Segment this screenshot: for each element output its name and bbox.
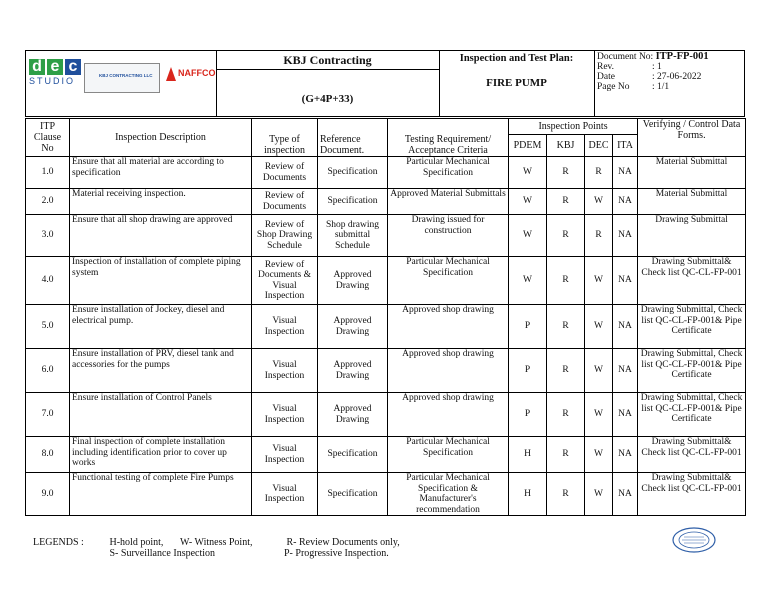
- dec-letter-d: d: [29, 59, 45, 75]
- dec-studio-text: STUDIO: [29, 76, 76, 86]
- description-cell: Ensure installation of Jockey, diesel and electrical pump.: [70, 305, 252, 349]
- dec-cell: W: [585, 437, 613, 473]
- col-inspection-points: Inspection Points: [509, 119, 638, 135]
- legend-hold: H-hold point,: [109, 537, 164, 548]
- reference-cell: Approved Drawing: [318, 349, 388, 393]
- table-row: [26, 437, 746, 473]
- pdem-cell: P: [509, 349, 547, 393]
- kbj-cell: R: [547, 305, 585, 349]
- ita-cell: NA: [613, 393, 638, 437]
- doc-no-label: Document No:: [597, 52, 654, 62]
- type-cell: Visual Inspection: [252, 305, 318, 349]
- document-header: [25, 50, 745, 117]
- pdem-cell: W: [509, 189, 547, 215]
- table-row: [26, 157, 746, 189]
- rev-label: Rev.: [597, 62, 615, 72]
- reference-cell: Approved Drawing: [318, 305, 388, 349]
- type-cell: Visual Inspection: [252, 473, 318, 516]
- kbj-cell: R: [547, 215, 585, 257]
- kbj-cell: R: [547, 189, 585, 215]
- description-cell: Inspection of installation of complete piping system: [70, 257, 252, 305]
- verifying-cell: Material Submittal: [638, 157, 746, 189]
- itp-table-body: [26, 157, 746, 516]
- itp-clause-cell: 5.0: [26, 305, 70, 349]
- table-row: [26, 189, 746, 215]
- kbj-logo-text: KBJ CONTRACTING LLC: [99, 73, 153, 78]
- itp-table: [25, 118, 746, 516]
- table-row: [26, 257, 746, 305]
- description-cell: Ensure installation of PRV, diesel tank and accessories for the pumps: [70, 349, 252, 393]
- col-pdem: PDEM: [509, 135, 547, 157]
- doc-no-value: ITP-FP-001: [655, 51, 709, 62]
- kbj-cell: R: [547, 473, 585, 516]
- description-cell: Material receiving inspection.: [70, 189, 252, 215]
- verifying-cell: Drawing Submittal& Check list QC-CL-FP-001: [638, 437, 746, 473]
- reference-cell: Specification: [318, 473, 388, 516]
- reference-cell: Specification: [318, 437, 388, 473]
- col-type: Type of inspection: [252, 119, 318, 157]
- dec-cell: W: [585, 349, 613, 393]
- testing-cell: Drawing issued for construction: [388, 215, 509, 257]
- legend: [33, 537, 400, 559]
- ita-cell: NA: [613, 473, 638, 516]
- type-cell: Visual Inspection: [252, 437, 318, 473]
- kbj-cell: R: [547, 349, 585, 393]
- doc-info: [597, 52, 745, 92]
- pdem-cell: P: [509, 305, 547, 349]
- ita-cell: NA: [613, 189, 638, 215]
- verifying-cell: Drawing Submittal& Check list QC-CL-FP-001: [638, 473, 746, 516]
- verifying-cell: Drawing Submittal: [638, 215, 746, 257]
- kbj-cell: R: [547, 157, 585, 189]
- col-dec: DEC: [585, 135, 613, 157]
- dec-cell: R: [585, 157, 613, 189]
- kbj-cell: R: [547, 257, 585, 305]
- pdem-cell: H: [509, 437, 547, 473]
- dec-studio-logo: [29, 59, 81, 99]
- testing-cell: Approved shop drawing: [388, 349, 509, 393]
- itp-clause-cell: 6.0: [26, 349, 70, 393]
- testing-cell: Approved shop drawing: [388, 305, 509, 349]
- col-ita: ITA: [613, 135, 638, 157]
- rev-value: : 1: [652, 62, 662, 72]
- itp-clause-cell: 1.0: [26, 157, 70, 189]
- company-name: KBJ Contracting: [283, 53, 372, 67]
- col-reference: Reference Document.: [318, 119, 388, 157]
- pdem-cell: W: [509, 257, 547, 305]
- table-row: [26, 215, 746, 257]
- col-itp-clause: ITP Clause No: [26, 119, 70, 157]
- verifying-cell: Drawing Submittal, Check list QC-CL-FP-001& Pipe Certificate: [638, 349, 746, 393]
- reference-cell: Shop drawing submittal Schedule: [318, 215, 388, 257]
- testing-cell: Particular Mechanical Specification: [388, 257, 509, 305]
- ita-cell: NA: [613, 157, 638, 189]
- dec-letter-e: e: [47, 59, 63, 75]
- ita-cell: NA: [613, 437, 638, 473]
- page-label: Page No: [597, 82, 630, 92]
- legend-surveillance: S- Surveillance Inspection: [109, 548, 216, 559]
- type-cell: Review of Documents & Visual Inspection: [252, 257, 318, 305]
- itp-clause-cell: 7.0: [26, 393, 70, 437]
- col-testing: Testing Requirement/ Acceptance Criteria: [388, 119, 509, 157]
- description-cell: Functional testing of complete Fire Pumps: [70, 473, 252, 516]
- verifying-cell: Material Submittal: [638, 189, 746, 215]
- approval-seal-icon: [672, 527, 716, 553]
- verifying-cell: Drawing Submittal, Check list QC-CL-FP-001& Pipe Certificate: [638, 305, 746, 349]
- table-row: [26, 349, 746, 393]
- dec-cell: W: [585, 393, 613, 437]
- dec-cell: W: [585, 257, 613, 305]
- kbj-cell: R: [547, 437, 585, 473]
- kbj-cell: R: [547, 393, 585, 437]
- type-cell: Review of Documents: [252, 189, 318, 215]
- itp-clause-cell: 4.0: [26, 257, 70, 305]
- reference-cell: Approved Drawing: [318, 393, 388, 437]
- table-row: [26, 305, 746, 349]
- table-row: [26, 393, 746, 437]
- ita-cell: NA: [613, 305, 638, 349]
- dec-cell: W: [585, 189, 613, 215]
- pdem-cell: P: [509, 393, 547, 437]
- description-cell: Ensure installation of Control Panels: [70, 393, 252, 437]
- testing-cell: Particular Mechanical Specification: [388, 157, 509, 189]
- pdem-cell: H: [509, 473, 547, 516]
- legend-label: LEGENDS :: [33, 537, 84, 548]
- reference-cell: Specification: [318, 157, 388, 189]
- itp-clause-cell: 8.0: [26, 437, 70, 473]
- plan-subject: FIRE PUMP: [486, 77, 547, 89]
- project-name: (G+4P+33): [301, 93, 354, 105]
- table-row: [26, 473, 746, 516]
- reference-cell: Specification: [318, 189, 388, 215]
- date-label: Date: [597, 72, 615, 82]
- pdem-cell: W: [509, 157, 547, 189]
- page-value: : 1/1: [652, 82, 670, 92]
- testing-cell: Approved shop drawing: [388, 393, 509, 437]
- legend-progressive: P- Progressive Inspection.: [284, 548, 389, 559]
- kbj-logo: [84, 63, 160, 93]
- reference-cell: Approved Drawing: [318, 257, 388, 305]
- itp-clause-cell: 3.0: [26, 215, 70, 257]
- dec-cell: W: [585, 305, 613, 349]
- testing-cell: Approved Material Submittals: [388, 189, 509, 215]
- col-kbj: KBJ: [547, 135, 585, 157]
- dec-letter-c: c: [65, 59, 81, 75]
- description-cell: Ensure that all shop drawing are approved: [70, 215, 252, 257]
- col-description: Inspection Description: [70, 119, 252, 157]
- itp-clause-cell: 2.0: [26, 189, 70, 215]
- type-cell: Review of Documents: [252, 157, 318, 189]
- legend-witness: W- Witness Point,: [180, 537, 253, 548]
- nafco-flame-icon: [166, 67, 176, 81]
- dec-cell: R: [585, 215, 613, 257]
- nafco-logo: [166, 65, 214, 85]
- ita-cell: NA: [613, 257, 638, 305]
- itp-clause-cell: 9.0: [26, 473, 70, 516]
- dec-cell: W: [585, 473, 613, 516]
- type-cell: Visual Inspection: [252, 393, 318, 437]
- description-cell: Ensure that all material are according to specification: [70, 157, 252, 189]
- testing-cell: Particular Mechanical Specification & Manufacturer's recommendation: [388, 473, 509, 516]
- type-cell: Visual Inspection: [252, 349, 318, 393]
- verifying-cell: Drawing Submittal& Check list QC-CL-FP-001: [638, 257, 746, 305]
- testing-cell: Particular Mechanical Specification: [388, 437, 509, 473]
- plan-title: Inspection and Test Plan:: [459, 53, 574, 64]
- date-value: : 27-06-2022: [652, 72, 702, 82]
- legend-review: R- Review Documents only,: [286, 537, 400, 548]
- col-verifying: Verifying / Control Data Forms.: [638, 119, 746, 157]
- verifying-cell: Drawing Submittal, Check list QC-CL-FP-001& Pipe Certificate: [638, 393, 746, 437]
- pdem-cell: W: [509, 215, 547, 257]
- ita-cell: NA: [613, 215, 638, 257]
- nafco-text: NAFFCO: [178, 68, 216, 78]
- ita-cell: NA: [613, 349, 638, 393]
- type-cell: Review of Shop Drawing Schedule: [252, 215, 318, 257]
- description-cell: Final inspection of complete installation including identification prior to cover up works: [70, 437, 252, 473]
